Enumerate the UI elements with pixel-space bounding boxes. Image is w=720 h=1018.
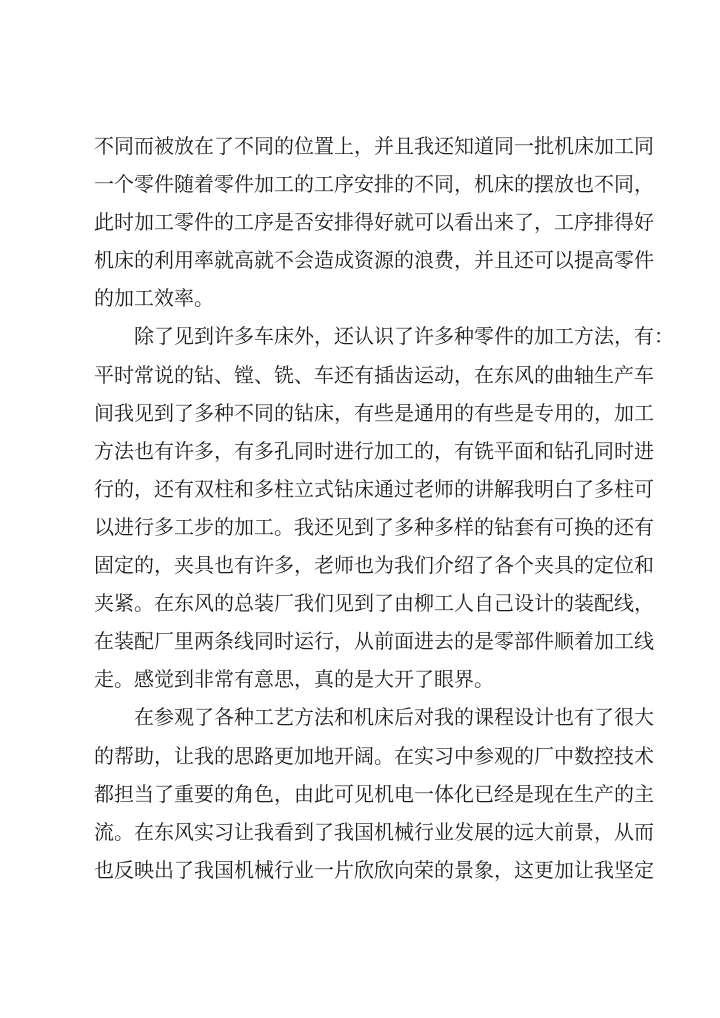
paragraph-3-line-2: 的帮助，让我的思路更加地开阔。在实习中参观的厂中数控技术 [94, 743, 654, 768]
paragraph-2-line-5: 行的，还有双柱和多柱立式钻床通过老师的讲解我明白了多柱可 [94, 476, 654, 501]
paragraph-3-line-4: 流。在东风实习让我看到了我国机械行业发展的远大前景，从而 [94, 819, 654, 844]
paragraph-2-line-3: 间我见到了多种不同的钻床，有些是通用的有些是专用的，加工 [94, 400, 654, 425]
paragraph-1-line-2: 一个零件随着零件加工的工序安排的不同，机床的摆放也不同， [94, 172, 654, 197]
paragraph-2-line-1: 除了见到许多车床外，还认识了许多种零件的加工方法，有： [134, 324, 674, 349]
paragraph-3-line-1: 在参观了各种工艺方法和机床后对我的课程设计也有了很大 [134, 705, 654, 730]
paragraph-2-line-8: 夹紧。在东风的总装厂我们见到了由柳工人自己设计的装配线， [94, 591, 654, 616]
paragraph-2-line-10: 走。感觉到非常有意思，真的是大开了眼界。 [94, 667, 494, 692]
paragraph-2-line-2: 平时常说的钻、镗、铣、车还有插齿运动，在东风的曲轴生产车 [94, 362, 654, 387]
paragraph-3-line-3: 都担当了重要的角色，由此可见机电一体化已经是现在生产的主 [94, 781, 654, 806]
paragraph-2-line-7: 固定的，夹具也有许多，老师也为我们介绍了各个夹具的定位和 [94, 553, 654, 578]
paragraph-3-line-5: 也反映出了我国机械行业一片欣欣向荣的景象，这更加让我坚定 [94, 857, 654, 882]
paragraph-1-line-4: 机床的利用率就高就不会造成资源的浪费，并且还可以提高零件 [94, 248, 654, 273]
paragraph-2-line-4: 方法也有许多，有多孔同时进行加工的，有铣平面和钻孔同时进 [94, 438, 654, 463]
paragraph-1-line-1: 不同而被放在了不同的位置上，并且我还知道同一批机床加工同 [94, 134, 654, 158]
paragraph-1-line-3: 此时加工零件的工序是否安排得好就可以看出来了，工序排得好 [94, 210, 654, 235]
paragraph-1-line-5: 的加工效率。 [94, 286, 214, 311]
paragraph-2-line-9: 在装配厂里两条线同时运行，从前面进去的是零部件顺着加工线 [94, 629, 654, 654]
document-body [94, 127, 674, 889]
paragraph-2-line-6: 以进行多工步的加工。我还见到了多种多样的钻套有可换的还有 [94, 514, 654, 539]
